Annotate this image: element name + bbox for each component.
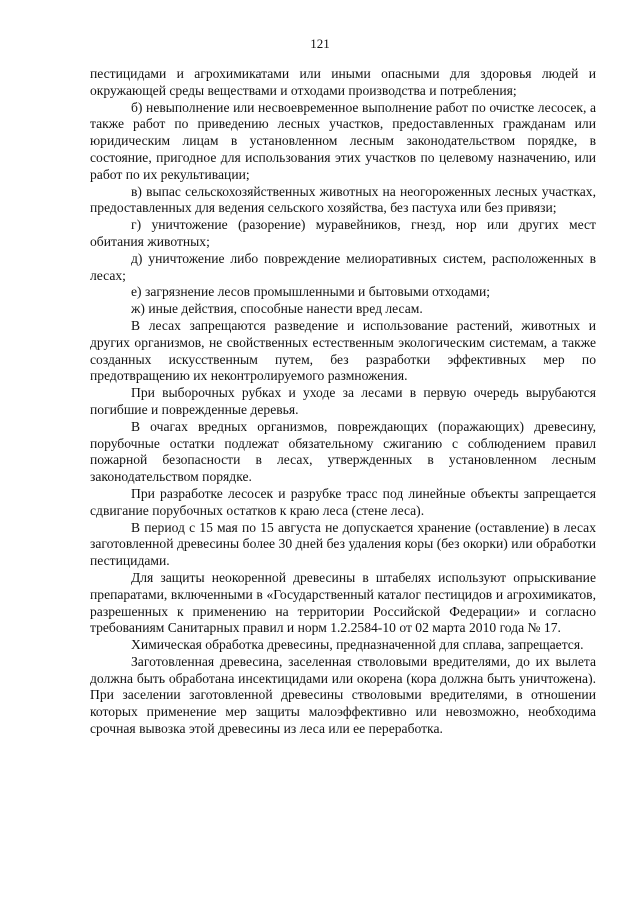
list-item-zh: ж) иные действия, способные нанести вред лесам. bbox=[131, 301, 423, 317]
paragraph-chemical-treatment-ban: Химическая обработка древесины, предназначенной для сплава, запрещается. bbox=[131, 637, 584, 653]
paragraph-pest-foci: В очагах вредных организмов, повреждающих (поражающих) древесину, порубочные остатки подлежат обязательному сжиганию с соблюдением правил пожарной безопасности в лесах, утвержденных в установленном лесным законодательством порядке. bbox=[90, 418, 596, 485]
page-number: 121 bbox=[310, 36, 330, 51]
list-item-g: г) уничтожение (разорение) муравейников, гнезд, нор или других мест обитания животных; bbox=[90, 217, 596, 249]
paragraph-continuation: пестицидами и агрохимикатами или иными опасными для здоровья людей и окружающей среды веществами и отходами производства и потребления; bbox=[90, 66, 596, 98]
list-item-d: д) уничтожение либо повреждение мелиоративных систем, расположенных в лесах; bbox=[90, 250, 596, 283]
paragraph-unbarked-wood-protection: Для защиты неокоренной древесины в штабелях используют опрыскивание препаратами, включенными в «Государственный каталог пестицидов и агрохимикатов, разрешенных к применению на территории Российской Федерации» и согласно требованиям Санитарных правил и норм 1.2.2584-10 от 02 марта 2010 года № 17. bbox=[90, 569, 596, 636]
paragraph-storage-period: В период с 15 мая по 15 августа не допускается хранение (оставление) в лесах заготовленной древесины более 30 дней без удаления коры (без окорки) или обработки пестицидами. bbox=[90, 519, 596, 569]
paragraph-infested-wood: Заготовленная древесина, заселенная стволовыми вредителями, до их вылета должна быть обработана инсектицидами или окорена (кора должна быть уничтожена). При заселении заготовленной древесины стволовыми вредителями, в отношении которых применение мер защиты малоэффективно или невозможно, необходима срочная вывозка этой древесины из леса или ее переработка. bbox=[90, 653, 596, 737]
list-item-e: е) загрязнение лесов промышленными и бытовыми отходами; bbox=[131, 284, 490, 300]
body-text bbox=[90, 66, 596, 738]
list-item-v: в) выпас сельскохозяйственных животных на неогороженных лесных участках, предоставленных для ведения сельского хозяйства, без пастуха или без привязи; bbox=[90, 183, 596, 216]
paragraph-introduction-ban: В лесах запрещаются разведение и использование растений, животных и других организмов, не свойственных естественным экологическим системам, а также созданных искусственным путем, без разработки эффективных мер по предотвращению их неконтролируемого размножения. bbox=[90, 317, 596, 384]
paragraph-selective-felling: При выборочных рубках и уходе за лесами в первую очередь вырубаются погибшие и поврежденные деревья. bbox=[90, 385, 596, 417]
paragraph-cutting-areas: При разработке лесосек и разрубке трасс под линейные объекты запрещается сдвигание порубочных остатков к краю леса (стене леса). bbox=[90, 485, 596, 518]
list-item-b: б) невыполнение или несвоевременное выполнение работ по очистке лесосек, а также работ по приведению лесных участков, предоставленных гражданам или юридическим лицам в установленном лесным законодательством порядке, в состояние, пригодное для использования этих участков по целевому назначению, или работ по их рекультивации; bbox=[90, 99, 596, 182]
